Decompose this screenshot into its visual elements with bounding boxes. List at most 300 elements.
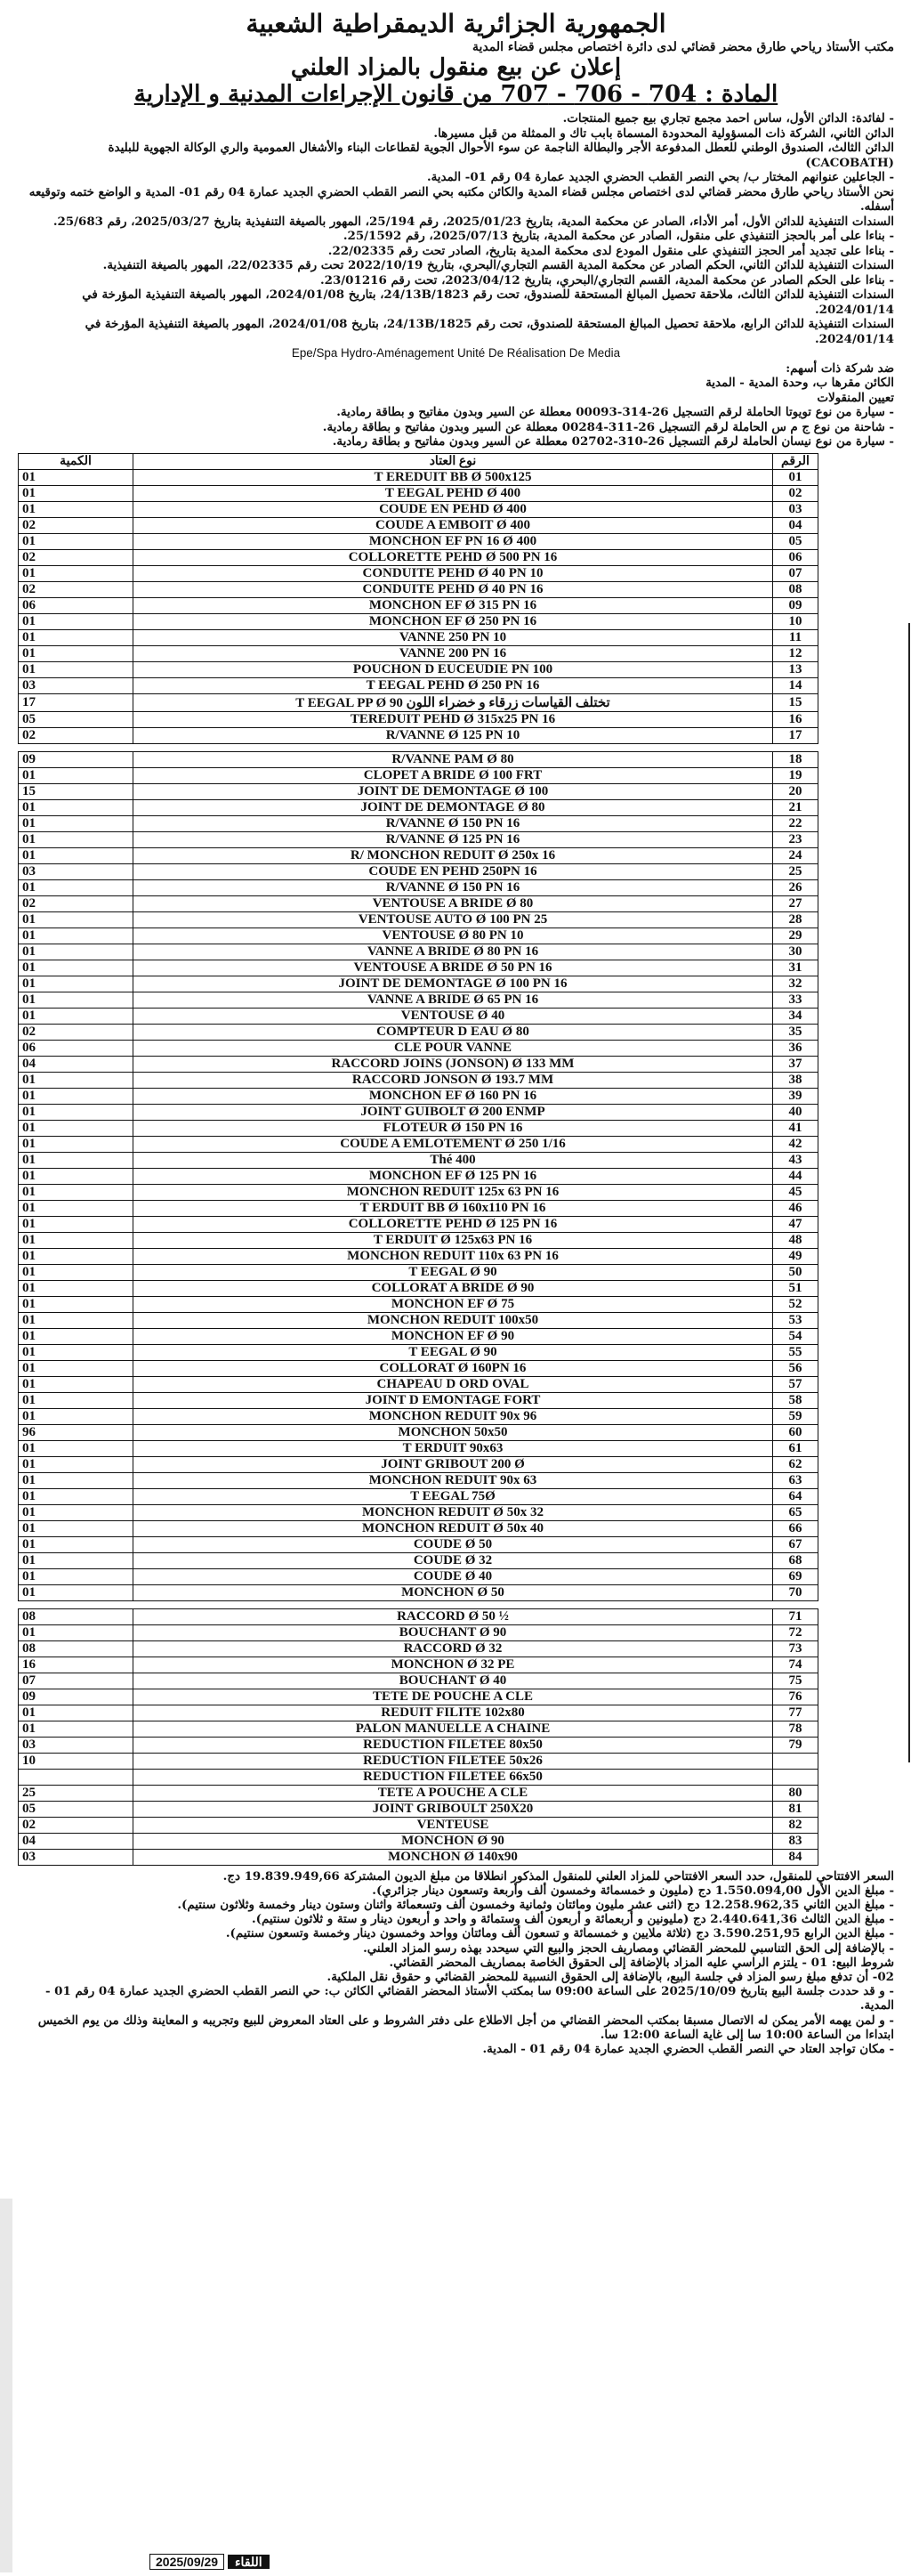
table-row [19,613,818,629]
item-type: MONCHON REDUIT Ø 50x 40 [133,1520,773,1536]
item-quantity: 06 [19,1040,133,1056]
table-row [19,976,818,992]
row-number: 29 [773,928,818,944]
row-number: 54 [773,1328,818,1344]
table-row [19,767,818,783]
row-number: 67 [773,1536,818,1552]
item-quantity: 01 [19,1440,133,1456]
row-number: 15 [773,693,818,711]
row-number: 50 [773,1264,818,1280]
item-quantity: 02 [19,1024,133,1040]
item-quantity: 15 [19,783,133,799]
item-type: RACCORD JOINS (JONSON) Ø 133 MM [133,1056,773,1072]
items-table [18,453,818,1866]
table-row [19,1120,818,1136]
item-quantity: 01 [19,976,133,992]
item-type: COLLORAT Ø 160PN 16 [133,1360,773,1376]
item-quantity: 01 [19,1136,133,1152]
row-number: 40 [773,1104,818,1120]
row-number: 74 [773,1657,818,1673]
item-type: REDUCTION FILETEE 50x26 [133,1753,773,1769]
row-number: 48 [773,1232,818,1248]
intro-paragraph: - بناءا على أمر بالحجز التنفيذي على منقول، الصادر عن محكمة المدية، بتاريخ 2025/07/13، رقم 25/1592. [343,229,894,243]
row-number: 34 [773,1008,818,1024]
item-type: MONCHON Ø 140x90 [133,1849,773,1865]
table-row [19,879,818,895]
item-type: COMPTEUR D EAU Ø 80 [133,1024,773,1040]
item-type: MONCHON REDUIT 125x 63 PN 16 [133,1184,773,1200]
item-type: RACCORD Ø 50 ½ [133,1608,773,1624]
row-number: 08 [773,581,818,597]
item-type: VENTOUSE A BRIDE Ø 50 PN 16 [133,960,773,976]
table-row [19,863,818,879]
item-quantity: 01 [19,831,133,847]
item-type: VENTOUSE Ø 40 [133,1008,773,1024]
table-row [19,1248,818,1264]
table-row [19,1200,818,1216]
item-type: VENTOUSE A BRIDE Ø 80 [133,895,773,911]
item-quantity: 01 [19,1168,133,1184]
table-row [19,847,818,863]
page-edge-left [0,2199,12,2572]
group-separator [19,743,818,751]
table-row [19,1536,818,1552]
item-quantity: 01 [19,1408,133,1424]
item-type: R/VANNE Ø 125 PN 10 [133,727,773,743]
item-type: JOINT DE DEMONTAGE Ø 100 PN 16 [133,976,773,992]
row-number: 01 [773,469,818,485]
item-type: VANNE A BRIDE Ø 80 PN 16 [133,944,773,960]
item-quantity: 01 [19,1184,133,1200]
item-type: R/VANNE PAM Ø 80 [133,751,773,767]
item-type: JOINT GRIBOUT 200 Ø [133,1456,773,1472]
row-number: 44 [773,1168,818,1184]
sale-title: إعلان عن بيع منقول بالمزاد العلني [290,54,622,81]
item-type: CLE POUR VANNE [133,1040,773,1056]
item-quantity: 01 [19,1248,133,1264]
table-row [19,1568,818,1584]
article-title: المادة : 704 - 706 - 707 من قانون الإجراءات المدنية و الإدارية [133,81,778,108]
table-row [19,1040,818,1056]
intro-paragraph: السندات التنفيذية للدائن الثالث، ملاحقة تحصيل المبالغ المستحقة للصندوق، تحت رقم 24/13B/1823، بتاريخ 2024/01/08، المهور بالصيغة التنفيذية المؤرخة في 2024/01/14. [82,288,894,317]
item-quantity: 01 [19,767,133,783]
item-type: RACCORD JONSON Ø 193.7 MM [133,1072,773,1088]
item-type: BOUCHANT Ø 90 [133,1624,773,1640]
intro-paragraph: الدائن الثاني، الشركة ذات المسؤولية المحدودة المسماة بابب تاك و الممثلة من قبل مسيرها. [433,126,894,141]
item-quantity: 03 [19,863,133,879]
row-number: 79 [773,1737,818,1753]
item-type: R/VANNE Ø 150 PN 16 [133,815,773,831]
row-number: 13 [773,661,818,677]
closing-paragraph: - و قد حددت جلسة البيع بتاريخ 2025/10/09 على الساعة 09:00 سا بمكتب الأستاذ المحضر القضائي الكائن ب: حي النصر القطب الحضري الجديد عمارة 04 رقم 01 - المدية. [44,1984,894,2013]
closing-paragraph: - بالإضافة إلى الحق التناسبي للمحضر القضائي ومصاريف الحجز والبيع التي سيحدد بهذه رسو المزاد العلني. [363,1940,894,1956]
item-quantity: 01 [19,1392,133,1408]
item-quantity: 02 [19,895,133,911]
table-row [19,960,818,976]
item-quantity: 09 [19,1689,133,1705]
item-type: MONCHON EF Ø 160 PN 16 [133,1088,773,1104]
item-type: RACCORD Ø 32 [133,1640,773,1657]
table-row [19,992,818,1008]
row-number: 16 [773,711,818,727]
table-row [19,944,818,960]
row-number: 68 [773,1552,818,1568]
items-table-wrap [18,453,894,1866]
row-number: 31 [773,960,818,976]
company-latin-name: Epe/Spa Hydro-Aménagement Unité De Réalisation De Media [291,346,621,360]
item-quantity: 08 [19,1640,133,1657]
table-row [19,1640,818,1657]
item-quantity: 01 [19,533,133,549]
item-quantity: 01 [19,815,133,831]
row-number: 22 [773,815,818,831]
table-row [19,1136,818,1152]
table-row [19,1264,818,1280]
table-row [19,1424,818,1440]
item-quantity: 01 [19,1200,133,1216]
row-number: 36 [773,1040,818,1056]
intro-paragraph: - بناءا على الحكم الصادر عن محكمة المدية، القسم التجاري/البحري، بتاريخ 2023/04/12، تحت رقم 23/01216. [319,272,894,288]
item-quantity: 01 [19,1264,133,1280]
table-row [19,1608,818,1624]
row-number: 63 [773,1472,818,1488]
table-row [19,799,818,815]
item-quantity: 01 [19,960,133,976]
row-number: 59 [773,1408,818,1424]
group-separator [19,1600,818,1608]
row-number: 07 [773,565,818,581]
row-number: 27 [773,895,818,911]
intro-paragraph: - شاحنة من نوع ج م س الحاملة لرقم التسجيل 26-311-00284 معطلة عن السير وبدون مفاتيح و بطاقة رمادية. [322,419,894,434]
table-row [19,581,818,597]
item-quantity: 25 [19,1785,133,1801]
item-type: COUDE Ø 32 [133,1552,773,1568]
row-number: 32 [773,976,818,992]
row-number: 24 [773,847,818,863]
item-quantity: 08 [19,1608,133,1624]
item-type: JOINT D EMONTAGE FORT [133,1392,773,1408]
item-type: T ERDUIT Ø 125x63 PN 16 [133,1232,773,1248]
table-row [19,1705,818,1721]
row-number: 37 [773,1056,818,1072]
item-quantity: 01 [19,1104,133,1120]
row-number: 04 [773,517,818,533]
row-number: 12 [773,645,818,661]
item-quantity: 01 [19,1705,133,1721]
item-quantity: 02 [19,581,133,597]
item-quantity: 01 [19,1008,133,1024]
row-number: 09 [773,597,818,613]
row-number: 06 [773,549,818,565]
row-number: 72 [773,1624,818,1640]
row-number: 62 [773,1456,818,1472]
table-row [19,1456,818,1472]
item-quantity: 05 [19,711,133,727]
table-row [19,1296,818,1312]
item-type: TETE DE POUCHE A CLE [133,1689,773,1705]
item-quantity: 01 [19,1296,133,1312]
item-quantity: 01 [19,645,133,661]
intro-paragraph: السندات التنفيذية للدائن الأول، أمر الأداء، الصادر عن محكمة المدية، بتاريخ 2025/01/23، رقم 25/194، المهور بالصيغة التنفيذية بتاريخ 2025/03/27، رقم 25/683. [52,214,894,229]
table-row [19,1152,818,1168]
row-number [773,1753,818,1769]
footer-label: اللقاء [228,2555,270,2569]
item-quantity: 02 [19,727,133,743]
table-row [19,1184,818,1200]
item-type: COUDE EN PEHD 250PN 16 [133,863,773,879]
item-type: T ERDUIT BB Ø 160x110 PN 16 [133,1200,773,1216]
item-type: R/VANNE Ø 125 PN 16 [133,831,773,847]
item-type: T EEGAL 75Ø [133,1488,773,1504]
item-type: VANNE 250 PN 10 [133,629,773,645]
page-edge-right [908,623,919,1762]
item-quantity: 03 [19,1737,133,1753]
table-row [19,469,818,485]
item-type: COLLORETTE PEHD Ø 125 PN 16 [133,1216,773,1232]
item-type: T EEGAL PP Ø 90 تختلف القياسات زرقاء و خضراء اللون [133,693,773,711]
row-number: 28 [773,911,818,928]
table-row [19,1280,818,1296]
table-row [19,1689,818,1705]
row-number: 46 [773,1200,818,1216]
intro-paragraph: ضد شركة ذات أسهم: [786,360,894,376]
table-row [19,677,818,693]
row-number: 78 [773,1721,818,1737]
row-number: 39 [773,1088,818,1104]
table-row [19,1849,818,1865]
row-number: 83 [773,1833,818,1849]
table-row [19,1624,818,1640]
row-number: 64 [773,1488,818,1504]
row-number: 47 [773,1216,818,1232]
item-type: JOINT DE DEMONTAGE Ø 100 [133,783,773,799]
intro-paragraph: - بناءا على تجديد أمر الحجز التنفيذي على منقول المودع لدى محكمة المدية بتاريخ، الصادر تحت رقم 22/02335. [327,243,894,258]
table-row [19,1440,818,1456]
row-number: 43 [773,1152,818,1168]
item-quantity: 01 [19,1488,133,1504]
closing-paragraph: السعر الافتتاحي للمنقول، حدد السعر الافتتاحي للمزاد العلني للمنقول المذكور انطلاقا من مبلغ الديون المشتركة 19.839.949,66 دج. [222,1868,894,1883]
row-number: 33 [773,992,818,1008]
closing-section [18,1869,894,2057]
table-row [19,1833,818,1849]
table-row [19,549,818,565]
footer-date: 2025/09/29 [149,2554,224,2570]
table-row [19,1312,818,1328]
table-row [19,693,818,711]
table-row [19,1376,818,1392]
item-type: COUDE A EMLOTEMENT Ø 250 1/16 [133,1136,773,1152]
row-number: 57 [773,1376,818,1392]
table-row [19,1056,818,1072]
item-type: VENTOUSE AUTO Ø 100 PN 25 [133,911,773,928]
item-type: T EEGAL Ø 90 [133,1344,773,1360]
item-type: T EEGAL PEHD Ø 250 PN 16 [133,677,773,693]
item-quantity: 01 [19,1280,133,1296]
row-number [773,1769,818,1785]
col-number-header: الرقم [773,453,818,469]
table-row [19,1488,818,1504]
item-type: MONCHON EF Ø 90 [133,1328,773,1344]
table-row [19,1753,818,1769]
item-type: VENTOUSE Ø 80 PN 10 [133,928,773,944]
row-number: 65 [773,1504,818,1520]
item-quantity: 01 [19,911,133,928]
table-row [19,1168,818,1184]
row-number: 53 [773,1312,818,1328]
table-row [19,1721,818,1737]
item-type: MONCHON EF Ø 315 PN 16 [133,597,773,613]
item-quantity: 01 [19,1360,133,1376]
table-row [19,661,818,677]
row-number: 58 [773,1392,818,1408]
item-quantity: 01 [19,944,133,960]
table-row [19,1552,818,1568]
item-type: Thé 400 [133,1152,773,1168]
announcement-page [18,7,894,2056]
table-row [19,1104,818,1120]
row-number: 45 [773,1184,818,1200]
row-number: 56 [773,1360,818,1376]
item-quantity: 16 [19,1657,133,1673]
item-type: JOINT DE DEMONTAGE Ø 80 [133,799,773,815]
item-quantity: 01 [19,613,133,629]
intro-paragraph: السندات التنفيذية للدائن الرابع، ملاحقة تحصيل المبالغ المستحقة للصندوق، تحت رقم 24/13B/1825، بتاريخ 2024/01/08، المهور بالصيغة التنفيذية المؤرخة في 2024/01/14. [85,317,894,346]
table-row [19,533,818,549]
republic-title: الجمهورية الجزائرية الديمقراطية الشعبية [246,9,666,38]
item-quantity: 01 [19,1456,133,1472]
table-header-row [19,453,818,469]
row-number: 75 [773,1673,818,1689]
table-row [19,911,818,928]
table-row [19,485,818,501]
item-quantity: 01 [19,847,133,863]
item-type: REDUCTION FILETEE 80x50 [133,1737,773,1753]
item-type: T ERDUIT 90x63 [133,1440,773,1456]
table-row [19,501,818,517]
table-row [19,1072,818,1088]
item-quantity: 01 [19,1088,133,1104]
table-row [19,1801,818,1817]
row-number: 49 [773,1248,818,1264]
item-quantity: 01 [19,1584,133,1600]
table-row [19,1392,818,1408]
item-type: MONCHON REDUIT 100x50 [133,1312,773,1328]
item-type: REDUIT FILITE 102x80 [133,1705,773,1721]
row-number: 76 [773,1689,818,1705]
item-quantity: 01 [19,1328,133,1344]
table-row [19,1344,818,1360]
closing-paragraph: - مكان تواجد العتاد حي النصر القطب الحضري الجديد عمارة 04 رقم 01 - المدية. [482,2041,894,2056]
table-row [19,1216,818,1232]
table-row [19,645,818,661]
row-number: 26 [773,879,818,895]
row-number: 11 [773,629,818,645]
item-type: MONCHON EF Ø 75 [133,1296,773,1312]
table-row [19,751,818,767]
item-type: CONDUITE PEHD Ø 40 PN 16 [133,581,773,597]
table-row [19,1232,818,1248]
item-type: PALON MANUELLE A CHAINE [133,1721,773,1737]
item-type: MONCHON Ø 50 [133,1584,773,1600]
closing-paragraph: - مبلغ الدين الرابع 3.590.251,95 دج (ثلاثة ملايين و خمسمائة و تسعون ألف ومائتان وواحد وخمسون دينار وخمسة وتسعون سنتيم). [225,1926,894,1941]
table-row [19,1408,818,1424]
item-type: MONCHON Ø 32 PE [133,1657,773,1673]
row-number: 41 [773,1120,818,1136]
item-type: MONCHON Ø 90 [133,1833,773,1849]
intro-paragraph: السندات التنفيذية للدائن الثاني، الحكم الصادر عن محكمة المدية القسم التجاري/البحري، بتاريخ 2022/10/19 تحت رقم 22/02335، المهور بالصيغة التنفيذية. [102,258,894,272]
row-number: 42 [773,1136,818,1152]
item-type: MONCHON REDUIT 90x 63 [133,1472,773,1488]
table-row [19,1673,818,1689]
col-type-header: نوع العتاد [133,453,773,469]
item-quantity: 01 [19,469,133,485]
item-quantity: 01 [19,799,133,815]
row-number: 10 [773,613,818,629]
row-number: 19 [773,767,818,783]
item-type: MONCHON EF Ø 125 PN 16 [133,1168,773,1184]
table-row [19,1328,818,1344]
row-number: 17 [773,727,818,743]
item-type: COUDE EN PEHD Ø 400 [133,501,773,517]
item-quantity: 01 [19,879,133,895]
closing-paragraph: - و لمن يهمه الأمر يمكن له الاتصال مسبقا بمكتب المحضر القضائي من أجل الاطلاع على دفتر الشروط و على العتاد المعروض للبيع وتجريبه و المعاينة وذلك من يوم الخميس ابتداءا من الساعة 10:00 سا إلى غاية الساعة 12:00 سا. [37,2013,894,2042]
table-row [19,1024,818,1040]
item-type: TEREDUIT PEHD Ø 315x25 PN 16 [133,711,773,727]
item-quantity: 02 [19,517,133,533]
intro-paragraph: نحن الأستاذ رياحي طارق محضر قضائي لدى اختصاص مجلس قضاء المدية والكائن مكتبه بحي النصر القطب الحضري الجديد عمارة 04 رقم 01- المدية و الواضع ختمه وتوقيعه أسفله. [28,184,894,214]
table-row [19,928,818,944]
table-row [19,629,818,645]
item-type: CONDUITE PEHD Ø 40 PN 10 [133,565,773,581]
item-quantity: 05 [19,1801,133,1817]
table-row [19,1008,818,1024]
item-quantity: 01 [19,992,133,1008]
intro-section [18,111,894,450]
intro-paragraph: الكائن مقرها ب، وحدة المدية - المدية [705,376,894,390]
row-number: 51 [773,1280,818,1296]
item-type: MONCHON EF PN 16 Ø 400 [133,533,773,549]
item-quantity: 01 [19,1216,133,1232]
row-number: 73 [773,1640,818,1657]
item-quantity: 01 [19,1072,133,1088]
item-quantity: 01 [19,928,133,944]
item-quantity: 01 [19,501,133,517]
item-type: COUDE Ø 40 [133,1568,773,1584]
items-body [19,469,818,1865]
item-quantity: 01 [19,1120,133,1136]
item-quantity: 01 [19,1152,133,1168]
item-type: R/VANNE Ø 150 PN 16 [133,879,773,895]
item-type: COUDE A EMBOIT Ø 400 [133,517,773,533]
item-quantity: 10 [19,1753,133,1769]
item-quantity: 07 [19,1673,133,1689]
item-type: COLLORAT A BRIDE Ø 90 [133,1280,773,1296]
table-row [19,815,818,831]
item-type: CLOPET A BRIDE Ø 100 FRT [133,767,773,783]
closing-paragraph: شروط البيع: 01 - يلتزم الراسي عليه المزاد بالإضافة إلى الحقوق الخاصة بمصاريف المحضر القضائي. [389,1955,894,1970]
row-number: 81 [773,1801,818,1817]
item-type: REDUCTION FILETEE 66x50 [133,1769,773,1785]
item-quantity: 01 [19,661,133,677]
item-type: CHAPEAU D ORD OVAL [133,1376,773,1392]
closing-paragraph: - مبلغ الدين الثالث 2.440.641,36 دج (مليونين و أربعمائة و أربعون ألف وستمائة و واحد و أربعون دينار و ستة و ثلاثون سنتيم). [251,1912,894,1927]
item-quantity: 01 [19,1520,133,1536]
item-quantity: 09 [19,751,133,767]
row-number: 82 [773,1817,818,1833]
table-row [19,1360,818,1376]
item-type: FLOTEUR Ø 150 PN 16 [133,1120,773,1136]
item-quantity: 01 [19,1568,133,1584]
